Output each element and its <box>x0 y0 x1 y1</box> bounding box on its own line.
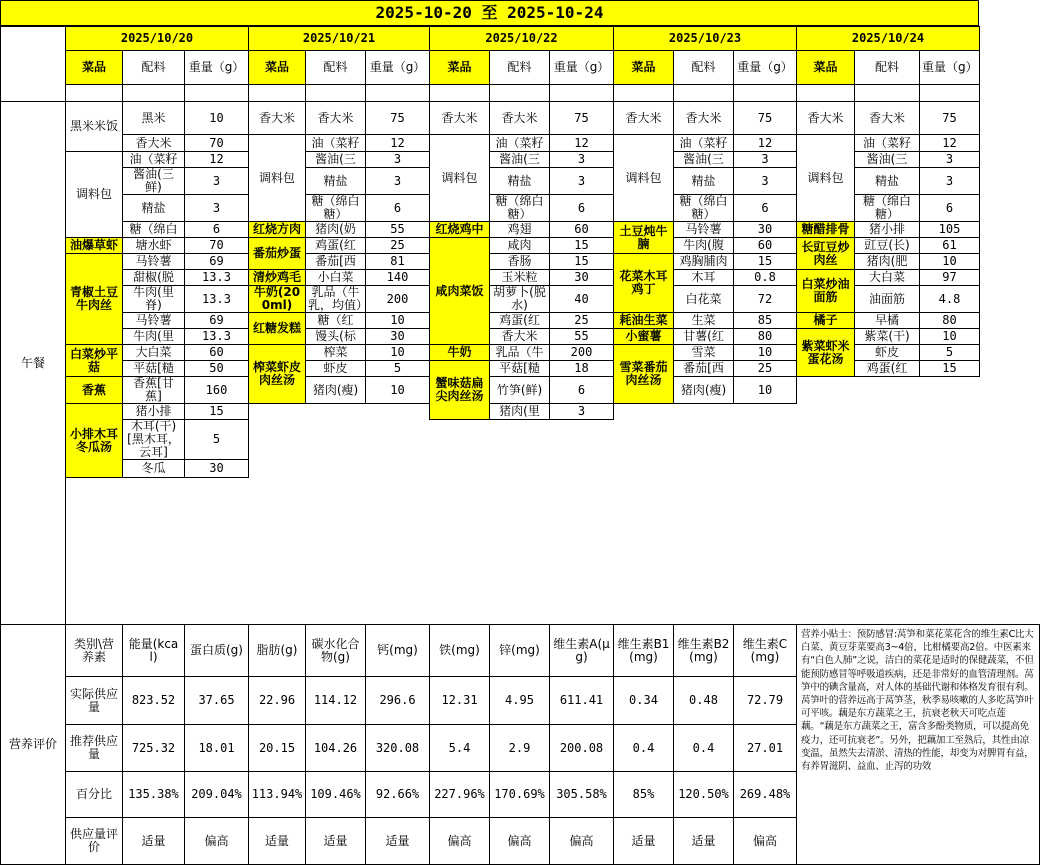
nutrition-value: 适量 <box>366 818 430 865</box>
nutrition-row-label: 实际供应量 <box>66 677 123 725</box>
ingredient-cell: 油（菜籽 <box>674 135 734 152</box>
ingredient-cell: 猪肉(里 <box>490 404 550 420</box>
dish-name: 小排木耳冬瓜汤 <box>66 404 123 478</box>
ingredient-cell: 精盐 <box>490 168 550 195</box>
weight-cell: 60 <box>185 345 249 361</box>
nutrition-value: 适量 <box>614 818 674 865</box>
ingredient-cell: 小白菜 <box>306 270 366 286</box>
weight-cell: 25 <box>550 313 614 329</box>
ingredient-cell: 牛肉(腹 <box>674 238 734 254</box>
ingredient-header: 配料 <box>123 51 185 85</box>
weight-cell: 3 <box>366 168 430 195</box>
nutrition-label: 营养评价 <box>1 625 66 865</box>
ingredient-cell: 糖（绵白糖） <box>306 195 366 222</box>
nutrient-header: 脂肪(g) <box>249 625 306 677</box>
nutrition-value: 725.32 <box>123 725 185 772</box>
nutrition-value: 适量 <box>123 818 185 865</box>
nutrition-value: 227.96% <box>430 772 490 818</box>
corner-cell <box>1 27 66 102</box>
dish-name: 耗油生菜 <box>614 313 674 329</box>
ingredient-cell: 香大米 <box>306 102 366 135</box>
weight-cell: 50 <box>185 361 249 377</box>
weight-cell: 140 <box>366 270 430 286</box>
weight-cell: 3 <box>920 152 980 168</box>
ingredient-cell: 鸡蛋(红 <box>855 361 920 377</box>
weight-cell: 4.8 <box>920 286 980 313</box>
weight-cell: 30 <box>366 329 430 345</box>
weight-cell: 10 <box>734 345 797 361</box>
nutrition-value: 37.65 <box>185 677 249 725</box>
weight-cell: 12 <box>366 135 430 152</box>
weight-cell: 10 <box>920 254 980 270</box>
dish-name: 青椒土豆牛肉丝 <box>66 254 123 345</box>
nutrition-value: 4.95 <box>490 677 550 725</box>
weight-cell: 81 <box>366 254 430 270</box>
ingredient-cell: 酱油(三 <box>674 152 734 168</box>
ingredient-cell: 木耳(干)[黑木耳，云耳] <box>123 420 185 460</box>
nutrition-value: 305.58% <box>550 772 614 818</box>
weight-cell: 5 <box>920 345 980 361</box>
spacer-cell <box>734 85 797 102</box>
nutrient-header: 维生素B1(mg) <box>614 625 674 677</box>
ingredient-cell: 馒头(标 <box>306 329 366 345</box>
nutrition-value: 5.4 <box>430 725 490 772</box>
weight-cell: 30 <box>185 460 249 478</box>
weight-cell: 40 <box>550 286 614 313</box>
weight-cell: 6 <box>185 222 249 238</box>
spacer-cell <box>674 85 734 102</box>
nutrition-value: 109.46% <box>306 772 366 818</box>
weight-cell: 69 <box>185 254 249 270</box>
weight-header: 重量（g） <box>920 51 980 85</box>
spacer-cell <box>366 85 430 102</box>
ingredient-cell: 油（菜籽 <box>306 135 366 152</box>
ingredient-cell: 香蕉[甘蕉] <box>123 377 185 404</box>
spacer-cell <box>490 85 550 102</box>
ingredient-cell: 马铃薯 <box>123 254 185 270</box>
ingredient-cell: 虾皮 <box>855 345 920 361</box>
ingredient-cell: 紫菜(干) <box>855 329 920 345</box>
nutrition-row-label: 推荐供应量 <box>66 725 123 772</box>
ingredient-cell: 牛肉(里脊) <box>123 286 185 313</box>
weight-cell: 13.3 <box>185 329 249 345</box>
spacer-cell <box>185 85 249 102</box>
dish-name: 花菜木耳鸡丁 <box>614 254 674 313</box>
page-title: 2025-10-20 至 2025-10-24 <box>0 0 979 26</box>
nutrition-value: 偏高 <box>490 818 550 865</box>
ingredient-cell: 酱油(三 <box>490 152 550 168</box>
dish-name: 香大米 <box>614 102 674 135</box>
nutrition-value: 适量 <box>306 818 366 865</box>
ingredient-cell: 猪肉(瘦) <box>306 377 366 404</box>
weight-cell: 0.8 <box>734 270 797 286</box>
date-header: 2025/10/22 <box>430 27 614 51</box>
weight-cell: 3 <box>734 152 797 168</box>
nutrient-header: 钙(mg) <box>366 625 430 677</box>
weight-cell: 12 <box>550 135 614 152</box>
weight-cell: 3 <box>185 195 249 222</box>
ingredient-cell: 玉米粒 <box>490 270 550 286</box>
weight-cell: 10 <box>734 377 797 404</box>
ingredient-cell: 甜椒(脱 <box>123 270 185 286</box>
dish-name: 香大米 <box>797 102 855 135</box>
nutrition-value: 12.31 <box>430 677 490 725</box>
ingredient-cell: 早橘 <box>855 313 920 329</box>
dish-name: 清炒鸡毛 <box>249 270 306 286</box>
ingredient-cell: 虾皮 <box>306 361 366 377</box>
ingredient-cell: 猪肉(瘦) <box>674 377 734 404</box>
ingredient-cell: 马铃薯 <box>123 313 185 329</box>
weight-cell: 160 <box>185 377 249 404</box>
dish-name: 香大米 <box>249 102 306 135</box>
dish-name: 牛奶 <box>430 345 490 361</box>
dish-name: 黑米米饭 <box>66 102 123 152</box>
ingredient-cell: 番茄[西 <box>674 361 734 377</box>
spacer-cell <box>249 85 306 102</box>
ingredient-cell: 糖（绵白糖） <box>855 195 920 222</box>
dish-name: 白菜炒平菇 <box>66 345 123 377</box>
weight-cell: 10 <box>366 377 430 404</box>
ingredient-cell: 糖（红 <box>306 313 366 329</box>
nutrition-value: 偏高 <box>430 818 490 865</box>
dish-name: 土豆炖牛腩 <box>614 222 674 254</box>
weight-header: 重量（g） <box>734 51 797 85</box>
ingredient-cell: 木耳 <box>674 270 734 286</box>
dish-name: 白菜炒油面筋 <box>797 270 855 313</box>
weight-cell: 200 <box>366 286 430 313</box>
nutrition-value: 114.12 <box>306 677 366 725</box>
ingredient-cell: 猪小排 <box>855 222 920 238</box>
dish-name: 调料包 <box>614 135 674 222</box>
weight-cell: 97 <box>920 270 980 286</box>
weight-cell: 3 <box>550 168 614 195</box>
ingredient-cell: 马铃薯 <box>674 222 734 238</box>
weight-cell: 6 <box>366 195 430 222</box>
ingredient-cell: 平菇[糙 <box>490 361 550 377</box>
dish-name: 油爆草虾 <box>66 238 123 254</box>
nutrition-value: 320.08 <box>366 725 430 772</box>
weight-cell: 69 <box>185 313 249 329</box>
nutrient-header: 维生素B2(mg) <box>674 625 734 677</box>
meal-label: 午餐 <box>1 102 66 625</box>
ingredient-cell: 油（菜籽 <box>123 152 185 168</box>
dish-name: 雪菜番茄肉丝汤 <box>614 345 674 404</box>
ingredient-cell: 香大米 <box>123 135 185 152</box>
dish-name: 长豇豆炒肉丝 <box>797 238 855 270</box>
dish-name: 调料包 <box>797 135 855 222</box>
dish-name: 调料包 <box>430 135 490 222</box>
spacer-cell <box>306 85 366 102</box>
weight-cell: 75 <box>920 102 980 135</box>
date-header: 2025/10/23 <box>614 27 797 51</box>
weight-cell: 6 <box>920 195 980 222</box>
nutrient-header: 维生素A(μg) <box>550 625 614 677</box>
dish-name: 香蕉 <box>66 377 123 404</box>
nutrient-header: 蛋白质(g) <box>185 625 249 677</box>
weight-cell: 10 <box>366 313 430 329</box>
weight-cell: 3 <box>185 168 249 195</box>
weight-cell: 5 <box>185 420 249 460</box>
ingredient-header: 配料 <box>674 51 734 85</box>
nutrition-value: 27.01 <box>734 725 797 772</box>
dish-name: 调料包 <box>249 135 306 222</box>
ingredient-cell: 大白菜 <box>123 345 185 361</box>
weight-cell: 75 <box>550 102 614 135</box>
nutrition-value: 296.6 <box>366 677 430 725</box>
ingredient-cell: 糖（绵白 <box>123 222 185 238</box>
ingredient-cell: 竹笋(鲜) <box>490 377 550 404</box>
weight-cell: 13.3 <box>185 286 249 313</box>
nutrition-value: 72.79 <box>734 677 797 725</box>
weight-cell: 30 <box>734 222 797 238</box>
weight-cell: 3 <box>920 168 980 195</box>
nutrition-value: 偏高 <box>185 818 249 865</box>
dish-name: 紫菜虾米蛋花汤 <box>797 329 855 377</box>
nutrition-value: 269.48% <box>734 772 797 818</box>
weight-cell: 55 <box>366 222 430 238</box>
ingredient-cell: 甘薯(红 <box>674 329 734 345</box>
ingredient-cell: 油面筋 <box>855 286 920 313</box>
ingredient-cell: 糖（绵白糖） <box>490 195 550 222</box>
nutrition-value: 偏高 <box>734 818 797 865</box>
weight-cell: 25 <box>734 361 797 377</box>
ingredient-cell: 豇豆(长) <box>855 238 920 254</box>
nutrition-row-label: 供应量评价 <box>66 818 123 865</box>
weight-cell: 18 <box>550 361 614 377</box>
empty-area <box>249 404 430 625</box>
ingredient-header: 配料 <box>306 51 366 85</box>
nutrition-value: 20.15 <box>249 725 306 772</box>
weight-cell: 10 <box>920 329 980 345</box>
nutrition-value: 0.4 <box>614 725 674 772</box>
ingredient-cell: 精盐 <box>855 168 920 195</box>
ingredient-cell: 香大米 <box>490 329 550 345</box>
nutrition-value: 适量 <box>674 818 734 865</box>
nutrition-value: 200.08 <box>550 725 614 772</box>
ingredient-cell: 精盐 <box>306 168 366 195</box>
empty-area <box>614 404 797 625</box>
nutrition-value: 偏高 <box>550 818 614 865</box>
ingredient-cell: 糖（绵白糖） <box>674 195 734 222</box>
weight-cell: 12 <box>185 152 249 168</box>
nutrition-row-label: 百分比 <box>66 772 123 818</box>
ingredient-cell: 平菇[糙 <box>123 361 185 377</box>
ingredient-cell: 生菜 <box>674 313 734 329</box>
dish-name: 橘子 <box>797 313 855 329</box>
ingredient-cell: 猪肉(肥 <box>855 254 920 270</box>
spacer-cell <box>550 85 614 102</box>
ingredient-cell: 酱油(三鲜) <box>123 168 185 195</box>
nutrition-value: 22.96 <box>249 677 306 725</box>
weight-cell: 25 <box>366 238 430 254</box>
ingredient-cell: 乳品（牛乳，均值） <box>306 286 366 313</box>
nutrition-value: 适量 <box>249 818 306 865</box>
ingredient-cell: 大白菜 <box>855 270 920 286</box>
weight-cell: 15 <box>185 404 249 420</box>
nutrition-value: 113.94% <box>249 772 306 818</box>
ingredient-cell: 鸡蛋(红 <box>306 238 366 254</box>
nutrition-value: 120.50% <box>674 772 734 818</box>
weight-cell: 15 <box>920 361 980 377</box>
weight-cell: 13.3 <box>185 270 249 286</box>
weight-cell: 55 <box>550 329 614 345</box>
nutrition-value: 209.04% <box>185 772 249 818</box>
spacer-cell <box>920 85 980 102</box>
nutrition-value: 611.41 <box>550 677 614 725</box>
ingredient-cell: 鸡翅 <box>490 222 550 238</box>
nutrition-value: 2.9 <box>490 725 550 772</box>
weight-cell: 6 <box>550 195 614 222</box>
ingredient-cell: 酱油(三 <box>306 152 366 168</box>
weight-cell: 61 <box>920 238 980 254</box>
spacer-cell <box>855 85 920 102</box>
weight-cell: 3 <box>550 404 614 420</box>
weight-cell: 10 <box>366 345 430 361</box>
dish-header: 菜品 <box>797 51 855 85</box>
weight-cell: 15 <box>734 254 797 270</box>
weight-cell: 10 <box>185 102 249 135</box>
nutrient-header: 类别\营养素 <box>66 625 123 677</box>
ingredient-cell: 香大米 <box>855 102 920 135</box>
nutrient-header: 能量(kcal) <box>123 625 185 677</box>
weight-cell: 80 <box>920 313 980 329</box>
weight-cell: 200 <box>550 345 614 361</box>
nutrition-value: 823.52 <box>123 677 185 725</box>
dish-name: 红烧方肉 <box>249 222 306 238</box>
weight-cell: 12 <box>920 135 980 152</box>
ingredient-cell: 冬瓜 <box>123 460 185 478</box>
weight-cell: 5 <box>366 361 430 377</box>
dish-header: 菜品 <box>614 51 674 85</box>
empty-area <box>66 478 249 625</box>
weight-cell: 15 <box>550 254 614 270</box>
spacer-cell <box>614 85 674 102</box>
dish-name: 蟹味菇扁尖肉丝汤 <box>430 361 490 420</box>
weight-cell: 6 <box>550 377 614 404</box>
empty-area <box>797 377 980 625</box>
dish-name: 红糖发糕 <box>249 313 306 345</box>
ingredient-cell: 榨菜 <box>306 345 366 361</box>
weight-cell: 70 <box>185 238 249 254</box>
nutrition-value: 18.01 <box>185 725 249 772</box>
ingredient-cell: 白花菜 <box>674 286 734 313</box>
dish-name: 咸肉菜饭 <box>430 238 490 345</box>
dish-name: 红烧鸡中 <box>430 222 490 238</box>
dish-header: 菜品 <box>66 51 123 85</box>
weight-cell: 85 <box>734 313 797 329</box>
weight-cell: 3 <box>734 168 797 195</box>
ingredient-cell: 咸肉 <box>490 238 550 254</box>
ingredient-cell: 塘水虾 <box>123 238 185 254</box>
empty-area <box>430 420 614 625</box>
ingredient-cell: 黑米 <box>123 102 185 135</box>
spacer-cell <box>66 85 123 102</box>
dish-name: 调料包 <box>66 152 123 238</box>
weight-cell: 15 <box>550 238 614 254</box>
weight-cell: 80 <box>734 329 797 345</box>
ingredient-header: 配料 <box>855 51 920 85</box>
ingredient-cell: 精盐 <box>674 168 734 195</box>
ingredient-header: 配料 <box>490 51 550 85</box>
weight-header: 重量（g） <box>185 51 249 85</box>
weight-cell: 30 <box>550 270 614 286</box>
weight-cell: 75 <box>734 102 797 135</box>
nutrition-value: 85% <box>614 772 674 818</box>
ingredient-cell: 猪小排 <box>123 404 185 420</box>
ingredient-cell: 牛肉(里 <box>123 329 185 345</box>
weight-cell: 12 <box>734 135 797 152</box>
ingredient-cell: 鸡胸脯肉 <box>674 254 734 270</box>
spacer-cell <box>430 85 490 102</box>
date-header: 2025/10/21 <box>249 27 430 51</box>
ingredient-cell: 雪菜 <box>674 345 734 361</box>
weight-cell: 3 <box>550 152 614 168</box>
weight-header: 重量（g） <box>366 51 430 85</box>
dish-header: 菜品 <box>249 51 306 85</box>
nutrition-value: 135.38% <box>123 772 185 818</box>
dish-name: 香大米 <box>430 102 490 135</box>
ingredient-cell: 鸡蛋(红 <box>490 313 550 329</box>
weight-cell: 60 <box>734 238 797 254</box>
nutrition-tip: 营养小贴士：预防感冒:莴笋和菜花菜花含的维生素C比大白菜、黄豆芽菜要高3~4倍，比柑橘要高2倍。中医素来有“白色人肺”之说，洁白的菜花是适时的保健蔬菜，不但能预防感冒等呼吸道疾病，还是非常好的血管清理剂。莴笋中的碘含量高，对人体的基础代谢和体格发育很有利。莴笋叶的营养远高于莴笋茎，秋季易咳嗽的人多吃莴笋叶可平咳。藕是东方蔬菜之王，抗衰老秋天可吃点莲藕。“藕是东方蔬菜之王，富含多酚类物质，可以提高免疫力，还可抗衰老”。另外，把藕加工至熟后，其性由凉变温，虽然失去清淤、清热的性能，却变为对脾胃有益，有养胃滋阴、益血、止泻的功效 <box>797 625 1040 865</box>
dish-name: 小蜜薯 <box>614 329 674 345</box>
weight-cell: 6 <box>734 195 797 222</box>
dish-name: 榨菜虾皮肉丝汤 <box>249 345 306 404</box>
nutrition-value: 0.4 <box>674 725 734 772</box>
nutrition-value: 104.26 <box>306 725 366 772</box>
dish-name: 糖醋排骨 <box>797 222 855 238</box>
ingredient-cell: 油（菜籽 <box>490 135 550 152</box>
ingredient-cell: 番茄[西 <box>306 254 366 270</box>
dish-name: 牛奶(200ml) <box>249 286 306 313</box>
nutrient-header: 锌(mg) <box>490 625 550 677</box>
menu-table <box>0 26 1040 865</box>
nutrition-value: 92.66% <box>366 772 430 818</box>
ingredient-cell: 精盐 <box>123 195 185 222</box>
nutrient-header: 碳水化合物(g) <box>306 625 366 677</box>
date-header: 2025/10/24 <box>797 27 980 51</box>
nutrition-value: 170.69% <box>490 772 550 818</box>
nutrition-value: 0.48 <box>674 677 734 725</box>
ingredient-cell: 香大米 <box>674 102 734 135</box>
weight-cell: 70 <box>185 135 249 152</box>
nutrient-header: 维生素C(mg) <box>734 625 797 677</box>
ingredient-cell: 酱油(三 <box>855 152 920 168</box>
dish-header: 菜品 <box>430 51 490 85</box>
weight-cell: 3 <box>366 152 430 168</box>
date-header: 2025/10/20 <box>66 27 249 51</box>
spacer-cell <box>123 85 185 102</box>
dish-name: 番茄炒蛋 <box>249 238 306 270</box>
weight-header: 重量（g） <box>550 51 614 85</box>
ingredient-cell: 香大米 <box>490 102 550 135</box>
ingredient-cell: 猪肉(奶 <box>306 222 366 238</box>
weight-cell: 72 <box>734 286 797 313</box>
ingredient-cell: 香肠 <box>490 254 550 270</box>
ingredient-cell: 油（菜籽 <box>855 135 920 152</box>
weight-cell: 105 <box>920 222 980 238</box>
ingredient-cell: 乳品（牛 <box>490 345 550 361</box>
weight-cell: 75 <box>366 102 430 135</box>
spacer-cell <box>797 85 855 102</box>
ingredient-cell: 胡萝卜(脱水) <box>490 286 550 313</box>
nutrient-header: 铁(mg) <box>430 625 490 677</box>
weight-cell: 60 <box>550 222 614 238</box>
nutrition-value: 0.34 <box>614 677 674 725</box>
